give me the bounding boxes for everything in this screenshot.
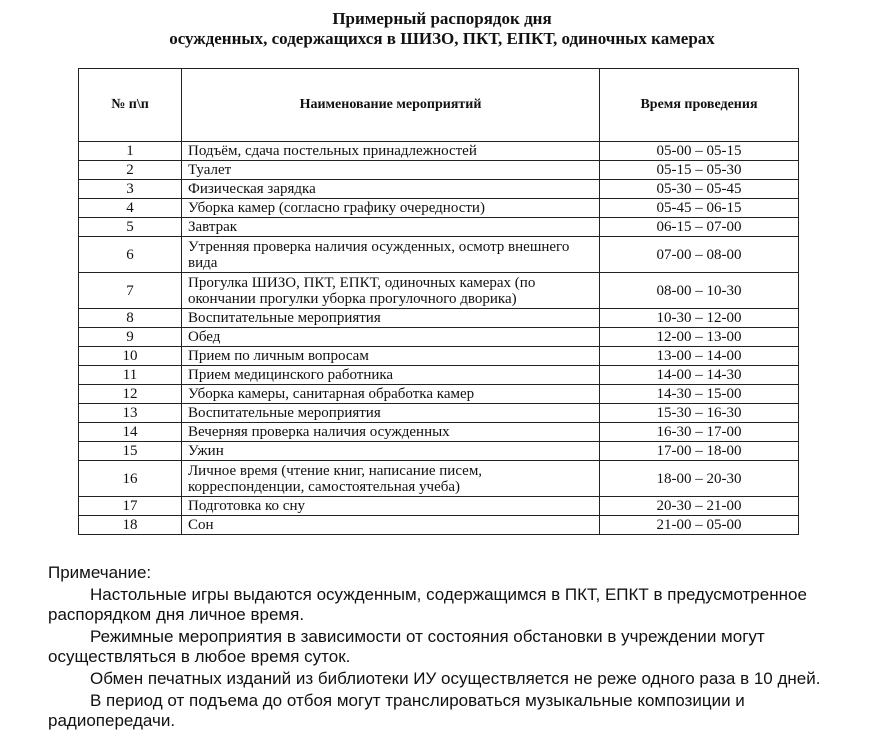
row-number: 14 xyxy=(79,423,182,442)
table-row xyxy=(79,516,799,535)
table-row xyxy=(79,347,799,366)
row-number: 8 xyxy=(79,309,182,328)
row-activity: Воспитательные мероприятия xyxy=(182,404,600,423)
row-number: 1 xyxy=(79,142,182,161)
row-time: 13-00 – 14-00 xyxy=(600,347,799,366)
row-activity: Ужин xyxy=(182,442,600,461)
row-time: 05-30 – 05-45 xyxy=(600,180,799,199)
row-number: 2 xyxy=(79,161,182,180)
row-time: 08-00 – 10-30 xyxy=(600,273,799,309)
row-time: 05-45 – 06-15 xyxy=(600,199,799,218)
row-number: 3 xyxy=(79,180,182,199)
table-row xyxy=(79,497,799,516)
row-time: 18-00 – 20-30 xyxy=(600,461,799,497)
table-row xyxy=(79,442,799,461)
row-activity: Обед xyxy=(182,328,600,347)
row-activity: Воспитательные мероприятия xyxy=(182,309,600,328)
row-time: 21-00 – 05-00 xyxy=(600,516,799,535)
header-activity-name: Наименование мероприятий xyxy=(182,69,600,142)
row-time: 17-00 – 18-00 xyxy=(600,442,799,461)
row-number: 16 xyxy=(79,461,182,497)
row-activity: Прием медицинского работника xyxy=(182,366,600,385)
row-number: 9 xyxy=(79,328,182,347)
table-row xyxy=(79,237,799,273)
note-paragraph: Настольные игры выдаются осужденным, содержащимся в ПКТ, ЕПКТ в предусмотренное распорядком дня личное время. xyxy=(48,585,807,624)
row-activity: Вечерняя проверка наличия осужденных xyxy=(182,423,600,442)
row-time: 14-00 – 14-30 xyxy=(600,366,799,385)
row-activity: Туалет xyxy=(182,161,600,180)
row-number: 7 xyxy=(79,273,182,309)
row-number: 5 xyxy=(79,218,182,237)
row-activity: Прием по личным вопросам xyxy=(182,347,600,366)
table-row xyxy=(79,218,799,237)
table-row xyxy=(79,273,799,309)
row-time: 14-30 – 15-00 xyxy=(600,385,799,404)
note-paragraph: Режимные мероприятия в зависимости от состояния обстановки в учреждении могут осуществляться в любое время суток. xyxy=(48,627,765,666)
row-number: 13 xyxy=(79,404,182,423)
row-activity: Уборка камеры, санитарная обработка камер xyxy=(182,385,600,404)
table-row xyxy=(79,309,799,328)
row-time: 10-30 – 12-00 xyxy=(600,309,799,328)
row-number: 6 xyxy=(79,237,182,273)
row-activity: Подъём, сдача постельных принадлежностей xyxy=(182,142,600,161)
row-number: 15 xyxy=(79,442,182,461)
row-activity: Личное время (чтение книг, написание писем, корреспонденции, самостоятельная учеба) xyxy=(182,461,600,497)
table-row xyxy=(79,180,799,199)
document-title: Примерный распорядок дня xyxy=(332,9,552,28)
row-time: 05-15 – 05-30 xyxy=(600,161,799,180)
row-activity: Уборка камер (согласно графику очередности) xyxy=(182,199,600,218)
row-activity: Утренняя проверка наличия осужденных, осмотр внешнего вида xyxy=(182,237,600,273)
row-activity: Физическая зарядка xyxy=(182,180,600,199)
row-time: 06-15 – 07-00 xyxy=(600,218,799,237)
row-number: 10 xyxy=(79,347,182,366)
row-number: 17 xyxy=(79,497,182,516)
row-activity: Подготовка ко сну xyxy=(182,497,600,516)
row-activity: Сон xyxy=(182,516,600,535)
table-row xyxy=(79,366,799,385)
row-activity: Прогулка ШИЗО, ПКТ, ЕПКТ, одиночных камерах (по окончании прогулки уборка прогулочного дворика) xyxy=(182,273,600,309)
notes-section xyxy=(48,563,848,733)
row-number: 12 xyxy=(79,385,182,404)
note-paragraph: Обмен печатных изданий из библиотеки ИУ осуществляется не реже одного раза в 10 дней. xyxy=(90,669,821,688)
table-row xyxy=(79,385,799,404)
row-time: 15-30 – 16-30 xyxy=(600,404,799,423)
table-row xyxy=(79,328,799,347)
row-number: 18 xyxy=(79,516,182,535)
document-subtitle: осужденных, содержащихся в ШИЗО, ПКТ, ЕПКТ, одиночных камерах xyxy=(169,29,715,48)
table-row xyxy=(79,404,799,423)
row-time: 12-00 – 13-00 xyxy=(600,328,799,347)
row-time: 05-00 – 05-15 xyxy=(600,142,799,161)
note-paragraph: В период от подъема до отбоя могут транслироваться музыкальные композиции и радиопередачи. xyxy=(48,691,745,730)
table-row xyxy=(79,142,799,161)
header-number: № п\п xyxy=(79,69,182,142)
row-time: 20-30 – 21-00 xyxy=(600,497,799,516)
table-row xyxy=(79,461,799,497)
row-number: 4 xyxy=(79,199,182,218)
header-time: Время проведения xyxy=(600,69,799,142)
row-activity: Завтрак xyxy=(182,218,600,237)
schedule-table xyxy=(78,68,799,535)
table-row xyxy=(79,199,799,218)
notes-title: Примечание: xyxy=(48,563,152,582)
table-row xyxy=(79,161,799,180)
table-header-row xyxy=(79,69,799,142)
row-time: 07-00 – 08-00 xyxy=(600,237,799,273)
table-row xyxy=(79,423,799,442)
row-number: 11 xyxy=(79,366,182,385)
row-time: 16-30 – 17-00 xyxy=(600,423,799,442)
